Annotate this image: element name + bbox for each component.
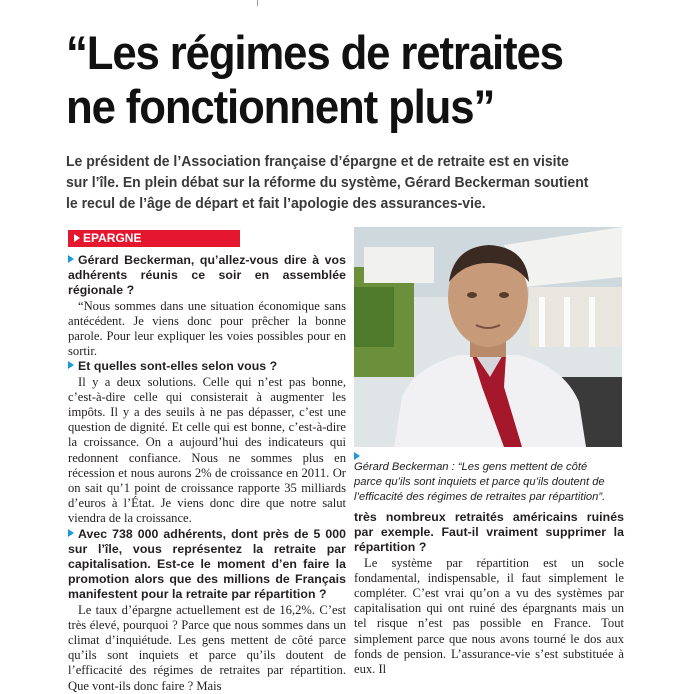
caption-line-2: parce qu’ils sont inquiets et parce qu’ils doutent de [354,476,605,488]
question-3 [68,527,346,603]
portrait-photo-icon [354,227,622,447]
answer-1: “Nous sommes dans une situation économique sans antécédent. Je viens donc pour prêcher la bonne parole. Pour leur expliquer les voies possibles pour en sortir. [68,298,346,359]
section-kicker [68,230,240,247]
question-marker-icon [68,361,74,369]
headline-line-1: “Les régimes de retraites [66,26,563,79]
question-1 [68,253,346,299]
question-marker-icon [68,255,74,263]
photo-caption [354,452,622,505]
question-3-text: Avec 738 000 adhérents, dont près de 5 000 sur l’île, vous représentez la retraite par capitalisation. Est-ce le moment d’en faire la promotion alors que des millions de Français manifestent pour la retraite par répartition ? [68,526,346,602]
caption-marker-icon [354,452,360,460]
column-1-clip [68,253,346,693]
caption-line-1-text: Gérard Beckerman : “Les gens mettent de côté [354,461,588,473]
lede-line-1: Le président de l’Association française d’épargne et de retraite est en visite [66,154,569,170]
caption-line-3: l’efficacité des régimes de retraites par répartition”. [354,491,606,503]
column-2-clip [354,510,624,677]
answer-3: Le taux d’épargne actuellement est de 16,2%. C’est très élevé, pourquoi ? Parce que nous sommes dans un climat d’inquiétude. Les gens mettent de côté parce qu’ils sont inquiets et parce qu’ils doutent de l’efficacité des régimes de retraites par répartition. Que vont-ils donc faire ? Mais [68,602,346,693]
question-4: très nombreux retraités américains ruinés par exemple. Faut-il vraiment supprimer la répartition ? [354,510,624,555]
lede-line-2: sur l’île. En plein débat sur la réforme du système, Gérard Beckerman soutient [66,175,589,191]
question-marker-icon [68,529,74,537]
page-edge-tick [257,0,258,6]
lede [66,152,642,215]
answer-4: Le système par répartition est un socle fondamental, indispensable, il faut simplement le compléter. C’est vrai qu’on a vu des systèmes par capitalisation qui ont ruiné des épargnants mais un tel risque n’est pas possible en France. Tout simplement parce que nous avons tourné le dos aux fonds de pension. L’assurance-vie s’est substituée à eux. Il [354,555,624,677]
question-1-text: Gérard Beckerman, qu’allez-vous dire à vos adhérents réunis ce soir en assemblée régionale ? [68,253,346,298]
portrait-photo [354,227,622,447]
question-2-text: Et quelles sont-elles selon vous ? [78,359,278,374]
lede-line-3: le recul de l’âge de départ et fait l’apologie des assurances-vie. [66,196,486,212]
headline [66,26,624,134]
question-2 [68,359,346,374]
kicker-label: EPARGNE [83,231,142,245]
caption-line-1 [354,452,622,475]
answer-2: Il y a deux solutions. Celle qui n’est pas bonne, c’est-à-dire celle qui consisterait à augmenter les impôts. Il y a des seuils à ne pas dépasser, c’est une question de dignité. Et celle qui est bonne, c’est-à-dire la croissance. On a aujourd’hui des indicateurs qui redonnent confiance. Nous ne sommes plus en récession et nous aurons 2% de croissance en 2011. Or on sait qu’1 point de croissance rapporte 35 milliards d’euros à l’État. Je viens donc dire que notre salut viendra de la croissance. [68,374,346,526]
headline-line-2: ne fonctionnent plus” [66,80,495,133]
kicker-arrow-icon [74,234,80,242]
